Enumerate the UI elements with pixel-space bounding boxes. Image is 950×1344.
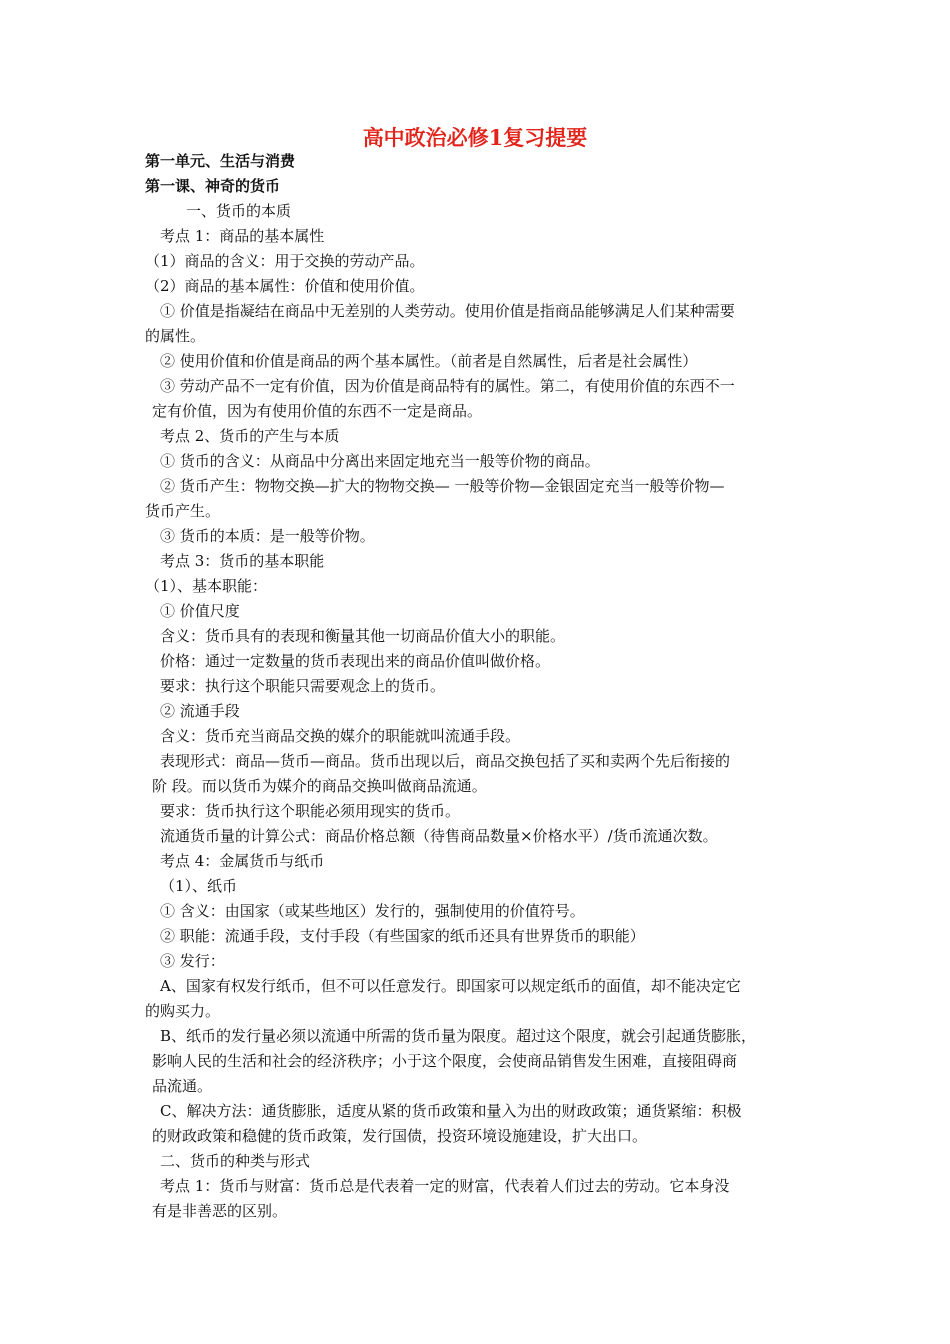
text-line: 含义：货币具有的表现和衡量其他一切商品价值大小的职能。: [160, 627, 566, 645]
unit-heading: 第一单元、生活与消费: [145, 152, 296, 170]
text-line: ① 价值尺度: [160, 602, 240, 620]
text-line: ① 含义：由国家（或某些地区）发行的，强制使用的价值符号。: [160, 902, 585, 920]
exam-point-heading: 考点 3：货币的基本职能: [160, 552, 325, 570]
text-line: （2）商品的基本属性：价值和使用价值。: [145, 277, 425, 295]
text-line: 的属性。: [145, 327, 206, 345]
text-line: 货币产生。: [145, 502, 221, 520]
text-line: 定有价值，因为有使用价值的东西不一定是商品。: [152, 402, 483, 420]
exam-point-heading: 考点 1：商品的基本属性: [160, 227, 325, 245]
text-line: ③ 劳动产品不一定有价值，因为价值是商品特有的属性。第二，有使用价值的东西不一: [160, 377, 735, 395]
document-title: 高中政治必修1复习提要: [362, 125, 588, 150]
exam-point-heading: 考点 1：货币与财富：货币总是代表着一定的财富，代表着人们过去的劳动。它本身没: [160, 1177, 730, 1195]
text-line: ① 货币的含义：从商品中分离出来固定地充当一般等价物的商品。: [160, 452, 600, 470]
text-line: 表现形式：商品—货币—商品。货币出现以后，商品交换包括了买和卖两个先后衔接的: [160, 752, 731, 770]
text-line: C、解决方法：通货膨胀，适度从紧的货币政策和量入为出的财政政策；通货紧缩：积极: [160, 1102, 742, 1120]
text-line: 价格：通过一定数量的货币表现出来的商品价值叫做价格。: [160, 652, 551, 670]
text-line: ① 价值是指凝结在商品中无差别的人类劳动。使用价值是指商品能够满足人们某种需要: [160, 302, 735, 320]
text-line: 的购买力。: [145, 1002, 221, 1020]
text-line: ② 流通手段: [160, 702, 240, 720]
text-line: （1）、纸币: [160, 877, 238, 895]
exam-point-heading: 考点 4：金属货币与纸币: [160, 852, 325, 870]
text-line: （1）、基本职能：: [145, 577, 268, 595]
section-heading: 一、货币的本质: [186, 202, 292, 220]
text-line: B、纸币的发行量必须以流通中所需的货币量为限度。超过这个限度，就会引起通货膨胀，: [160, 1027, 757, 1045]
text-line: ② 货币产生：物物交换—扩大的物物交换— 一般等价物—金银固定充当一般等价物—: [160, 477, 725, 495]
text-line: ③ 发行：: [160, 952, 225, 970]
text-line: 的财政政策和稳健的货币政策，发行国债，投资环境设施建设，扩大出口。: [152, 1127, 648, 1145]
text-line: ③ 货币的本质：是一般等价物。: [160, 527, 375, 545]
text-line: 含义：货币充当商品交换的媒介的职能就叫流通手段。: [160, 727, 521, 745]
section-heading: 二、货币的种类与形式: [160, 1152, 311, 1170]
text-line: 品流通。: [152, 1077, 213, 1095]
text-line: （1）商品的含义：用于交换的劳动产品。: [145, 252, 425, 270]
lesson-heading: 第一课、神奇的货币: [145, 177, 281, 195]
exam-point-heading: 考点 2、货币的产生与本质: [160, 427, 340, 445]
text-line: A、国家有权发行纸币，但不可以任意发行。即国家可以规定纸币的面值，却不能决定它: [160, 977, 741, 995]
text-line: 有是非善恶的区别。: [152, 1202, 288, 1220]
text-line: ② 使用价值和价值是商品的两个基本属性。（前者是自然属性，后者是社会属性）: [160, 352, 698, 370]
text-line: ② 职能：流通手段，支付手段（有些国家的纸币还具有世界货币的职能）: [160, 927, 645, 945]
text-line: 影响人民的生活和社会的经济秩序；小于这个限度，会使商品销售发生困难，直接阻碍商: [152, 1052, 738, 1070]
text-line: 阶 段。而以货币为媒介的商品交换叫做商品流通。: [152, 777, 487, 795]
text-line: 流通货币量的计算公式：商品价格总额（待售商品数量×价格水平）/货币流通次数。: [160, 827, 718, 845]
text-line: 要求：货币执行这个职能必须用现实的货币。: [160, 802, 461, 820]
text-line: 要求：执行这个职能只需要观念上的货币。: [160, 677, 446, 695]
